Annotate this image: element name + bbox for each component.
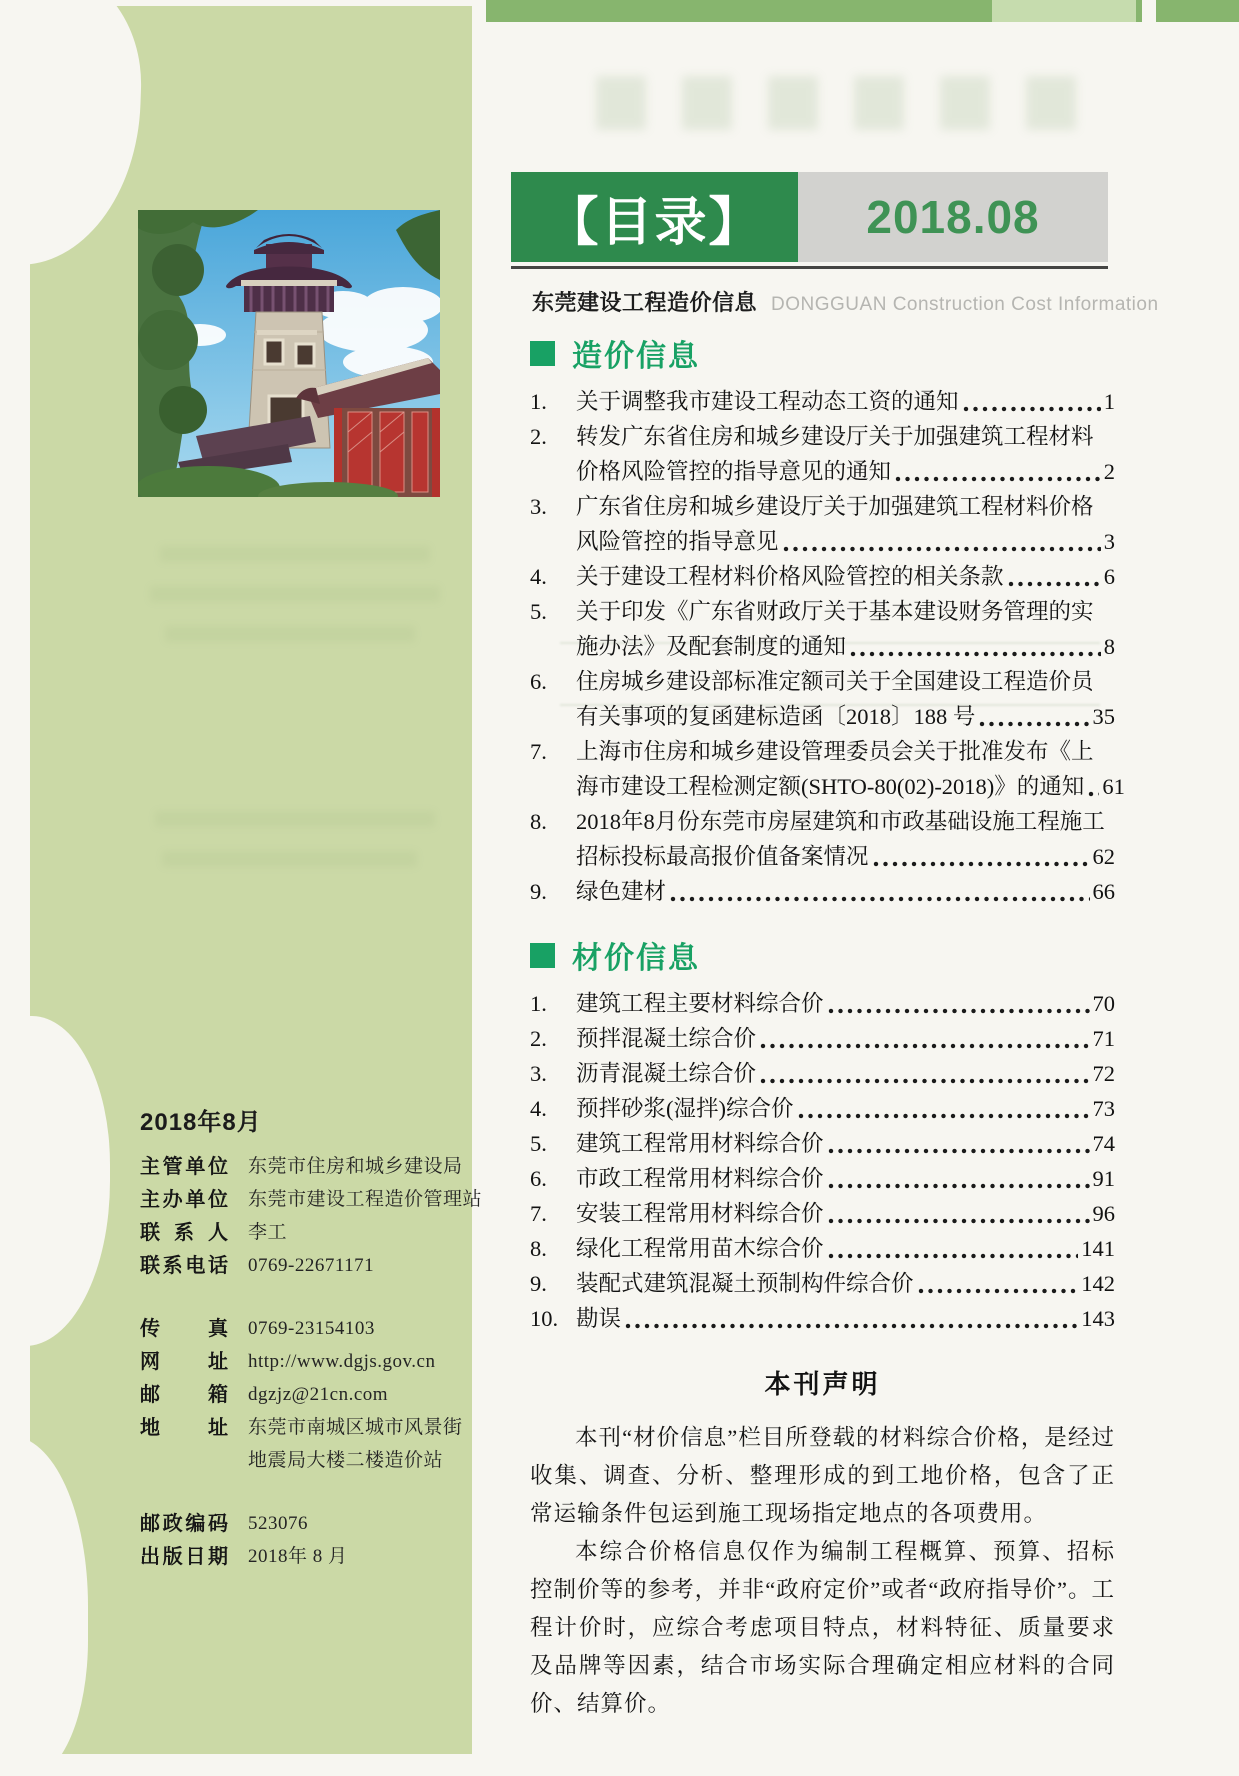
dot-leader xyxy=(1087,790,1099,798)
publication-info xyxy=(140,1150,483,1573)
torn-paper-edge xyxy=(0,1016,110,1346)
page-number: 3 xyxy=(1103,529,1115,554)
dot-leader xyxy=(669,895,1089,903)
page-number: 6 xyxy=(1103,564,1115,589)
info-value xyxy=(248,1378,388,1411)
page-number: 142 xyxy=(1081,1271,1115,1296)
section-bullet-icon xyxy=(530,341,555,366)
dot-leader xyxy=(827,1252,1079,1260)
page-number: 91 xyxy=(1092,1166,1115,1191)
bleedthrough-marks xyxy=(596,76,1076,130)
page-number: 96 xyxy=(1092,1201,1115,1226)
page-number: 71 xyxy=(1092,1026,1115,1051)
page-number: 72 xyxy=(1092,1061,1115,1086)
item-text: 有关事项的复函建标造函〔2018〕188 号 xyxy=(576,704,976,729)
toc-item xyxy=(530,1196,1115,1231)
item-lastline xyxy=(576,1301,1115,1336)
toc-item xyxy=(530,734,1125,804)
item-text: 转发广东省住房和城乡建设厅关于加强建筑工程材料 xyxy=(576,424,1094,449)
toc-item xyxy=(530,1056,1115,1091)
toc-item xyxy=(530,489,1115,559)
info-value xyxy=(248,1411,463,1477)
item-number: 8. xyxy=(530,809,547,834)
publication-date: 2018年8月 xyxy=(140,1109,262,1136)
info-value xyxy=(248,1249,374,1282)
item-text: 上海市住房和城乡建设管理委员会关于批准发布《上 xyxy=(576,739,1094,764)
item-lastline xyxy=(576,699,1115,734)
item-text: 招标投标最高报价值备案情况 xyxy=(576,844,869,869)
item-text: 绿色建材 xyxy=(576,879,667,904)
dot-leader xyxy=(759,1042,1089,1050)
item-body xyxy=(576,1231,1115,1266)
item-text: 建筑工程主要材料综合价 xyxy=(576,991,824,1016)
item-text: 住房城乡建设部标准定额司关于全国建设工程造价员 xyxy=(576,669,1094,694)
item-body xyxy=(576,664,1115,734)
info-value-line: 2018年 8 月 xyxy=(248,1546,348,1567)
info-value-line: 0769-22671171 xyxy=(248,1255,375,1276)
section-title: 材价信息 xyxy=(572,942,700,975)
item-lastline xyxy=(576,874,1115,909)
item-text: 2018年8月份东莞市房屋建筑和市政基础设施工程施工 xyxy=(576,809,1105,834)
item-text: 装配式建筑混凝土预制构件综合价 xyxy=(576,1271,914,1296)
item-text: 预拌混凝土综合价 xyxy=(576,1026,757,1051)
item-lastline xyxy=(576,629,1115,664)
toc-item xyxy=(530,874,1115,909)
section-bullet-icon xyxy=(530,943,555,968)
info-value-line: 东莞市建设工程造价管理站 xyxy=(248,1189,483,1210)
section-header xyxy=(530,331,1115,375)
item-text: 施办法》及配套制度的通知 xyxy=(576,634,847,659)
info-value-line: 523076 xyxy=(248,1513,308,1534)
item-text: 勘误 xyxy=(576,1306,622,1331)
info-label: 联系人 xyxy=(140,1222,228,1244)
journal-title-line xyxy=(532,286,1159,317)
info-group xyxy=(140,1312,462,1477)
info-value-line: dgzjz@21cn.com xyxy=(248,1384,389,1405)
info-row xyxy=(140,1249,462,1282)
toc-item xyxy=(530,1161,1115,1196)
item-number: 1. xyxy=(530,991,547,1016)
item-text: 关于印发《广东省财政厅关于基本建设财务管理的实 xyxy=(576,599,1094,624)
info-value-line: 0769-23154103 xyxy=(248,1318,375,1339)
info-value-line: http://www.dgjs.gov.cn xyxy=(248,1351,436,1372)
declaration-paragraph: 本刊“材价信息”栏目所登载的材料综合价格，是经过收集、调查、分析、整理形成的到工地价格，包含了正常运输条件包运到施工现场指定地点的各项费用。 xyxy=(530,1425,1115,1526)
info-label: 主办单位 xyxy=(140,1189,228,1211)
item-text: 广东省住房和城乡建设厅关于加强建筑工程材料价格 xyxy=(576,494,1094,519)
item-body xyxy=(576,559,1115,594)
info-value xyxy=(248,1312,375,1345)
journal-title-en: DONGGUAN Construction Cost Information xyxy=(771,294,1159,315)
dot-leader xyxy=(872,860,1090,868)
bleedthrough-mark xyxy=(155,811,435,827)
info-value xyxy=(248,1216,287,1249)
item-text: 海市建设工程检测定额(SHTO-80(02)-2018)》的通知 xyxy=(576,774,1085,799)
toc-item xyxy=(530,594,1115,664)
item-text: 安装工程常用材料综合价 xyxy=(576,1201,824,1226)
dot-leader xyxy=(827,1217,1090,1225)
info-label: 邮箱 xyxy=(140,1384,228,1406)
item-number: 6. xyxy=(530,669,547,694)
bleedthrough-mark xyxy=(162,851,417,867)
page-number: 62 xyxy=(1092,844,1115,869)
declaration-body xyxy=(530,1419,1115,1723)
toc-item xyxy=(530,1266,1115,1301)
header-rule xyxy=(511,266,1108,269)
item-body xyxy=(576,804,1115,874)
page-number: 73 xyxy=(1092,1096,1115,1121)
item-text: 预拌砂浆(湿拌)综合价 xyxy=(576,1096,794,1121)
item-body xyxy=(576,489,1115,559)
info-value-line: 地震局大楼二楼造价站 xyxy=(248,1450,444,1471)
item-text: 关于调整我市建设工程动态工资的通知 xyxy=(576,389,959,414)
item-number: 3. xyxy=(530,1061,547,1086)
toc-item xyxy=(530,384,1115,419)
item-lastline xyxy=(576,524,1115,559)
item-lastline xyxy=(576,1091,1115,1126)
item-lastline xyxy=(576,1021,1115,1056)
item-lastline xyxy=(576,986,1115,1021)
info-group xyxy=(140,1507,462,1573)
item-body xyxy=(576,1196,1115,1231)
dot-leader xyxy=(1007,580,1101,588)
item-text: 价格风险管控的指导意见的通知 xyxy=(576,459,892,484)
toc-item xyxy=(530,1301,1115,1336)
declaration-title: 本刊声明 xyxy=(764,1369,881,1399)
toc-header xyxy=(511,172,1108,262)
info-label: 地址 xyxy=(140,1417,228,1439)
toc-item xyxy=(530,1091,1115,1126)
toc-item xyxy=(530,559,1115,594)
dot-leader xyxy=(917,1287,1079,1295)
declaration-paragraph: 本综合价格信息仅作为编制工程概算、预算、招标控制价等的参考，并非“政府定价”或者“政府指导价”。工程计价时，应综合考虑项目特点，材料特征、质量要求及品牌等因素，结合市场实际合理确定相应材料的合同价、结算价。 xyxy=(530,1539,1115,1716)
toc-content xyxy=(530,327,1125,1723)
page-number: 143 xyxy=(1081,1306,1115,1331)
toc-section xyxy=(530,331,1125,909)
item-text: 沥青混凝土综合价 xyxy=(576,1061,757,1086)
item-number: 8. xyxy=(530,1236,547,1261)
info-value-line: 李工 xyxy=(248,1222,288,1243)
item-text: 绿化工程常用苗木综合价 xyxy=(576,1236,824,1261)
item-lastline xyxy=(576,1161,1115,1196)
item-body xyxy=(576,1021,1115,1056)
torn-paper-edge xyxy=(0,0,145,269)
info-row xyxy=(140,1183,483,1216)
item-number: 1. xyxy=(530,389,547,414)
item-text: 关于建设工程材料价格风险管控的相关条款 xyxy=(576,564,1004,589)
bleedthrough-mark xyxy=(165,626,415,642)
dot-leader xyxy=(827,1182,1090,1190)
toc-item xyxy=(530,1021,1115,1056)
toc-item xyxy=(530,664,1115,734)
page-number: 141 xyxy=(1081,1236,1115,1261)
item-number: 9. xyxy=(530,1271,547,1296)
item-number: 4. xyxy=(530,1096,547,1121)
item-lastline xyxy=(576,1126,1115,1161)
item-body xyxy=(576,1056,1115,1091)
item-text: 风险管控的指导意见 xyxy=(576,529,779,554)
item-body xyxy=(576,1301,1115,1336)
declaration xyxy=(530,1364,1115,1723)
item-number: 3. xyxy=(530,494,547,519)
item-lastline xyxy=(576,769,1125,804)
page-number: 70 xyxy=(1092,991,1115,1016)
item-body xyxy=(576,734,1125,804)
item-lastline xyxy=(576,1196,1115,1231)
section-header xyxy=(530,933,1115,977)
dot-leader xyxy=(827,1147,1090,1155)
page-number: 35 xyxy=(1092,704,1115,729)
item-number: 2. xyxy=(530,1026,547,1051)
info-value xyxy=(248,1507,308,1540)
top-edge-strip-light xyxy=(992,0,1136,22)
info-row xyxy=(140,1216,462,1249)
page-number: 8 xyxy=(1103,634,1115,659)
info-row xyxy=(140,1507,462,1540)
dot-leader xyxy=(759,1077,1089,1085)
toc-item xyxy=(530,419,1115,489)
item-body xyxy=(576,1266,1115,1301)
info-label: 网址 xyxy=(140,1351,228,1373)
info-group xyxy=(140,1150,483,1282)
info-value xyxy=(248,1345,435,1378)
info-row xyxy=(140,1150,462,1183)
item-text: 建筑工程常用材料综合价 xyxy=(576,1131,824,1156)
item-lastline xyxy=(576,559,1115,594)
info-label: 邮政编码 xyxy=(140,1513,228,1535)
torn-paper-edge xyxy=(0,1436,88,1776)
item-body xyxy=(576,384,1115,419)
info-label: 出版日期 xyxy=(140,1546,228,1568)
item-number: 9. xyxy=(530,879,547,904)
item-lastline xyxy=(576,1231,1115,1266)
dot-leader xyxy=(894,475,1101,483)
item-number: 6. xyxy=(530,1166,547,1191)
item-number: 7. xyxy=(530,1201,547,1226)
item-body xyxy=(576,1161,1115,1196)
journal-title: 东莞建设工程造价信息 xyxy=(532,290,758,315)
info-row xyxy=(140,1345,462,1378)
cover-photo xyxy=(138,210,440,497)
item-lastline xyxy=(576,1266,1115,1301)
info-label: 传真 xyxy=(140,1318,228,1340)
page-number: 74 xyxy=(1092,1131,1115,1156)
section-title: 造价信息 xyxy=(572,340,700,373)
top-edge-strip xyxy=(486,0,1239,22)
dot-leader xyxy=(962,405,1101,413)
dot-leader xyxy=(797,1112,1090,1120)
info-row xyxy=(140,1411,462,1477)
toc-sections xyxy=(530,331,1125,1336)
item-number: 5. xyxy=(530,599,547,624)
dot-leader xyxy=(978,720,1089,728)
item-lastline xyxy=(576,384,1115,419)
info-row xyxy=(140,1540,462,1573)
info-row xyxy=(140,1378,462,1411)
item-text: 市政工程常用材料综合价 xyxy=(576,1166,824,1191)
dot-leader xyxy=(624,1322,1078,1330)
toc-item xyxy=(530,986,1115,1021)
bleedthrough-mark xyxy=(150,586,440,602)
item-lastline xyxy=(576,839,1115,874)
info-row xyxy=(140,1312,462,1345)
toc-title: 【目录】 xyxy=(511,172,798,262)
item-number: 4. xyxy=(530,564,547,589)
page-number: 61 xyxy=(1102,774,1125,799)
item-number: 7. xyxy=(530,739,547,764)
toc-item xyxy=(530,1126,1115,1161)
item-body xyxy=(576,419,1115,489)
toc-item xyxy=(530,1231,1115,1266)
toc-section xyxy=(530,933,1115,1336)
dot-leader xyxy=(827,1007,1090,1015)
item-number: 10. xyxy=(530,1306,559,1331)
page-number: 2 xyxy=(1103,459,1115,484)
item-number: 2. xyxy=(530,424,547,449)
info-value-line: 东莞市住房和城乡建设局 xyxy=(248,1156,463,1177)
top-edge-strip-gap xyxy=(1142,0,1156,22)
item-number: 5. xyxy=(530,1131,547,1156)
dot-leader xyxy=(849,650,1101,658)
item-body xyxy=(576,1091,1115,1126)
page-number: 66 xyxy=(1092,879,1115,904)
issue-badge: 2018.08 xyxy=(798,172,1108,262)
info-value xyxy=(248,1150,463,1183)
item-lastline xyxy=(576,454,1115,489)
info-value xyxy=(248,1540,348,1573)
bleedthrough-mark xyxy=(160,546,430,562)
item-body xyxy=(576,1126,1115,1161)
dot-leader xyxy=(782,545,1101,553)
info-value-line: 东莞市南城区城市风景街 xyxy=(248,1417,463,1438)
item-body xyxy=(576,594,1115,664)
toc-item xyxy=(530,804,1115,874)
item-lastline xyxy=(576,1056,1115,1091)
info-label: 联系电话 xyxy=(140,1255,228,1277)
info-value xyxy=(248,1183,482,1216)
item-body xyxy=(576,986,1115,1021)
tower-photo-illustration xyxy=(138,210,440,497)
info-label: 主管单位 xyxy=(140,1156,228,1178)
page-number: 1 xyxy=(1103,389,1115,414)
item-body xyxy=(576,874,1115,909)
